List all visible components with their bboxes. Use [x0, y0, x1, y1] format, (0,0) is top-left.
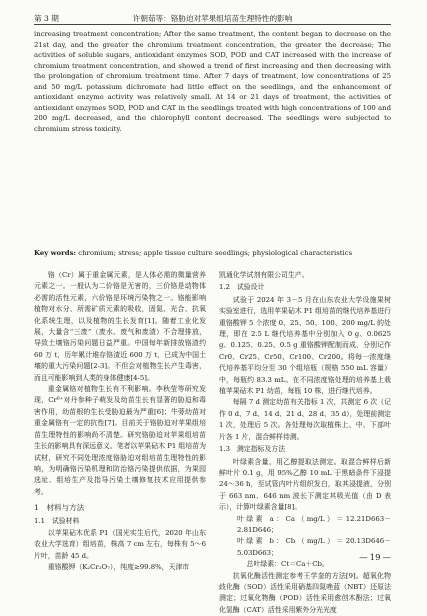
left-paragraph: 以苹果砧木优系 P1（国光实生后代，2020 年山东农业大学选育）组培苗，株高 7 cm 左右，每株有 5～6 片叶，苗龄 45 d。: [34, 528, 206, 560]
page-number-value: 19: [369, 553, 381, 563]
left-paragraph: 重金属铬对植物生长有不利影响。李秋莹等研究发现，Cr⁶⁺对丹参种子萌发及幼苗生长有显著的胁迫和毒害作用，幼苗根的生长受胁迫最为严重[6]；牛蒡幼苗对重金属铬有一定的抗性[7]。目前关于铬胁迫对苹果组培苗生理特性的影响尚不清楚。研究铬胁迫对苹果组培苗生长的影响具有深远意义。笔者以苹果砧木 P1 组培苗为试材，研究不同处理浓度铬胁迫对组培苗生理特性的影响，为明确铬污染机理和防治铬污染提供依据，为果园选址、组培生产及指导污染土壤修复技术应用提供参考。: [34, 385, 206, 496]
left-column: [34, 270, 206, 574]
right-equation: 叶绿素 a：Ca（mg/L）＝12.21D663－2.81D646；: [237, 514, 391, 534]
left-paragraph: 铬（Cr）属于重金属元素，是人体必需的微量营养元素之一。一般认为二价铬是无害的，三价铬是动物体必需的活性元素，六价铬是环境污染物之一。铬能影响植物对水分、所需矿质元素的吸收，固氮、光合、抗氧化系统生理，以及植物的生长发育[1]。随着工业化发展，大量含“三废”（废水、废气和废渣）不合理排放，导致土壤铬污染问题日益严重。中国每年新排放铬渣约 60 万 t，历年累计堆存铬渣近 600 万 t，已成为中国土壤的重大污染问题[2-3]。不但会对植物生长产生毒害，而且可能影响到人类的身体健康[4-5]。: [34, 271, 206, 382]
right-paragraph: 每隔 7 d 测定幼苗有关指标 1 次，共测定 6 次（记作 0 d、7 d、14 d、21 d、28 d、35 d），处理前测定 1 次，处理后 5 次。各处理每次取植株上、中、下部叶片各 1 片，混合鲜样待测。: [219, 398, 391, 441]
right-paragraph: 抗氧化酶活性测定参考王学奎的方法[9]。超氧化物歧化酶（SOD）活性采用硝基四氮唑蓝（NBT）还原法测定；过氧化物酶（POD）活性采用愈创木酚法；过氧化氢酶（CAT）活性采用紫外分光光度: [219, 571, 391, 614]
right-paragraph: 试验于 2024 年 3－5 月在山东农业大学设施果树实验室进行，选用苹果砧木 P1 组培苗的继代培养基进行重铬酸钾 5 个浓度 0、25、50、100、200 mg/L 的处理，即在 2.5 L 继代培养基中分别加入 0 g、0.0625 g、0.125、0.25、0.5 g 重铬酸钾配制而成，分别记作 Cr0、Cr25、Cr50、Cr100、Cr200。将每一浓度继代培养基平均分至 30 个组培瓶（规格 550 mL 容量）中，每瓶约 83.3 mL。在不同浓度铬处理的培养基上栽植苹果砧木 P1 幼苗，每瓶 10 株，进行继代培养。: [219, 295, 391, 396]
right-subsection-heading: 1.3 测定指标及方法: [219, 445, 286, 454]
keywords-text: chromium; stress; apple tissue culture seedlings; physiological characteristics: [78, 249, 353, 257]
keywords: [34, 248, 391, 259]
right-subsection-heading: 1.2 试验设计: [219, 283, 265, 292]
right-equation: 总叶绿素：Ct＝Ca＋Cb。: [246, 560, 329, 569]
header-rule: [34, 24, 391, 25]
left-section-heading: 1 材料与方法: [34, 503, 85, 513]
right-column: [219, 270, 391, 616]
left-subsection-heading: 1.1 试验材料: [34, 516, 80, 525]
keywords-label: Key words:: [34, 249, 77, 257]
issue-label: 第 3 期: [34, 14, 59, 23]
right-equation: 叶绿素 b：Cb（mg/L）＝20.13D646－5.03D663；: [237, 537, 391, 557]
right-paragraph: 凯通化学试剂有限公司生产。: [219, 271, 309, 279]
running-header: [34, 10, 391, 24]
running-title: 许朝茹等：铬胁迫对苹果组培苗生理特性的影响: [132, 14, 293, 23]
page-number: — 19 —: [359, 553, 391, 563]
english-abstract: increasing treatment concentration; After the same treatment, the content began to decrease on the 21st day, and the greater the chromium treatment concentration, the greater the decrease; The activities of soluble sugars, antioxidant enzymes SOD, POD and CAT increased with the increase of chromium treatment concentration, and showed a trend of first increasing and then decreasing with the prolongation of chromium treatment time. After 7 days of treatment, low concentrations of 25 and 50 mg/L potassium dichromate had little effect on the seedlings, and the enhancement of antioxidant enzyme activity was relatively small. At 14 or 21 days of treatment, the activities of antioxidant enzymes SOD, POD and CAT in the seedlings treated with high concentrations of 100 and 200 mg/L decreased, and the chlorophyll content decreased. The seedlings were subjected to chromium stress toxicity.: [34, 30, 391, 133]
right-paragraph: 叶绿素含量，用乙醇提取法测定。取混合鲜样后新鲜叶片 0.1 g，用 95%乙醇 10 mL 于黑暗条件下浸提 24～36 h，至试管内叶片组织发白，取其浸提液，分别于 663 nm、646 nm 波长下测定其吸光值（由 D 表示），计算叶绿素含量[8]。: [219, 457, 391, 512]
left-paragraph: 重铬酸钾（K₂Cr₂O₇），纯度≥99.8%，天津市: [47, 563, 190, 572]
